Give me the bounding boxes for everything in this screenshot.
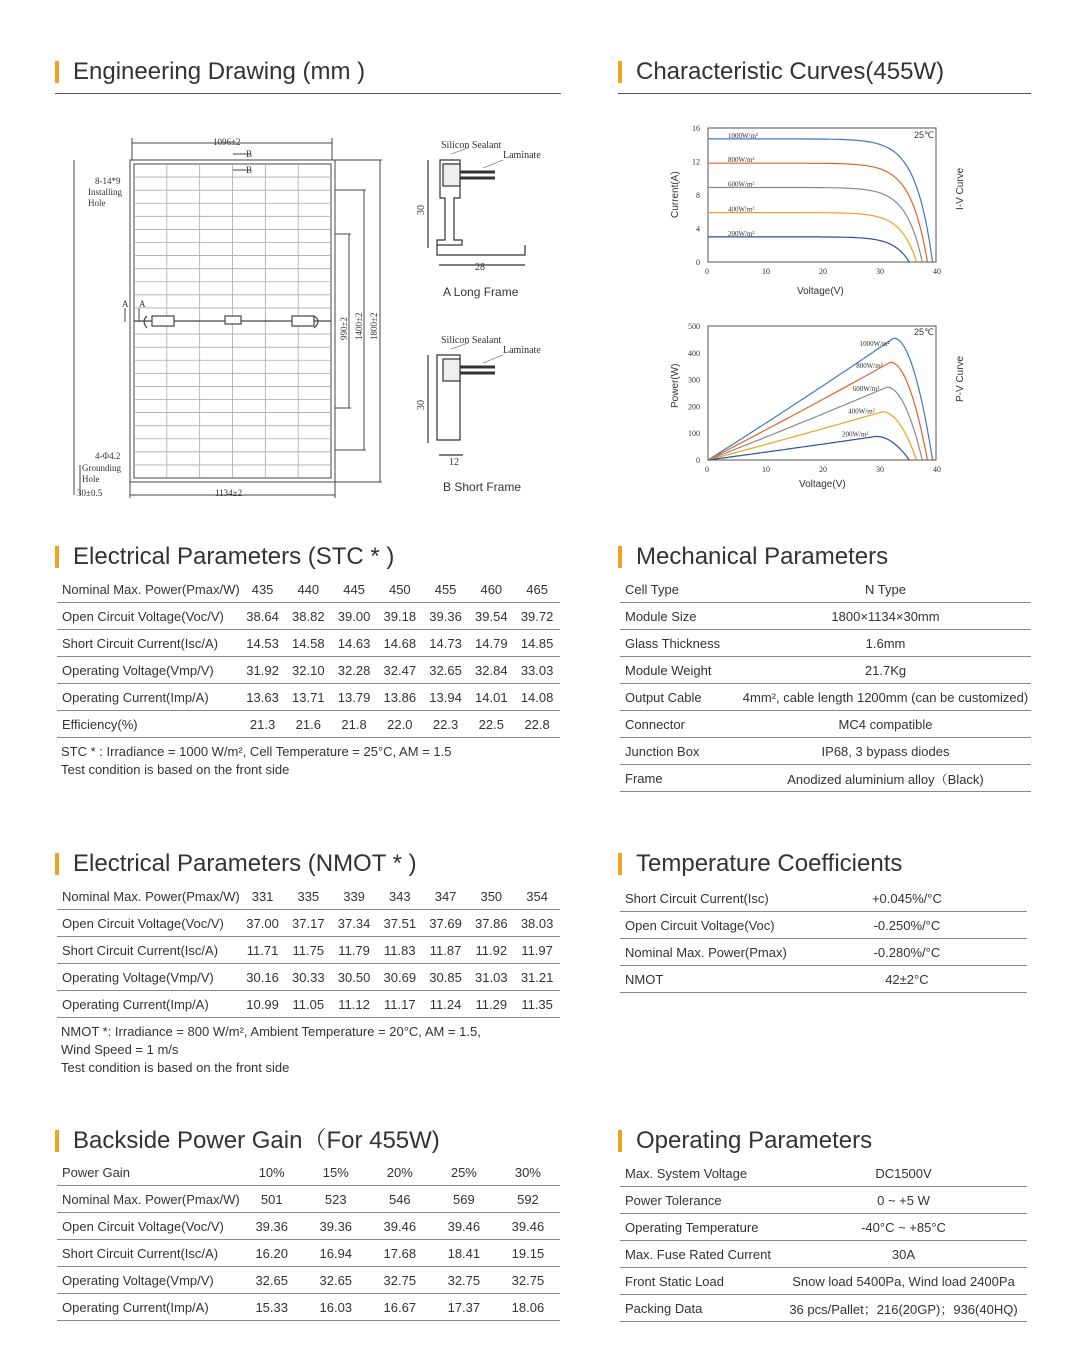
back-cell: 32.65 — [240, 1267, 304, 1294]
back-cell: 15.33 — [240, 1294, 304, 1321]
corner-dim: 30±0.5 — [77, 488, 103, 498]
pv-chart — [660, 316, 980, 506]
pv-y-tick: 300 — [688, 375, 700, 385]
back-cell: 32.75 — [432, 1267, 496, 1294]
oper-row — [620, 1160, 1027, 1187]
stc-note-1: STC * : Irradiance = 1000 W/m², Cell Temperature = 25°C, AM = 1.5 — [61, 744, 452, 759]
temp-row — [620, 939, 1027, 966]
mech-row — [620, 630, 1031, 657]
pv-series-label: 800W/m² — [856, 362, 883, 371]
nmot-table — [57, 883, 560, 1018]
drawing-title: Engineering Drawing (mm ) — [55, 57, 365, 87]
back-row-label: Nominal Max. Power(Pmax/W) — [57, 1186, 240, 1213]
stc-row — [57, 657, 560, 684]
mech-row-label: Glass Thickness — [620, 630, 740, 657]
back-cell: 32.65 — [304, 1267, 368, 1294]
short-frame-caption: B Short Frame — [443, 480, 522, 494]
stc-cell: 13.71 — [285, 684, 331, 711]
stc-cell: 39.54 — [468, 603, 514, 630]
nmot-cell: 11.35 — [514, 991, 560, 1018]
back-cell: 17.37 — [432, 1294, 496, 1321]
temp-cell: +0.045%/°C — [787, 885, 1027, 912]
oper-row — [620, 1214, 1027, 1241]
stc-row — [57, 630, 560, 657]
stc-cell: 22.8 — [514, 711, 560, 738]
oper-row — [620, 1187, 1027, 1214]
mech-row-label: Frame — [620, 765, 740, 792]
curves-title: Characteristic Curves(455W) — [618, 57, 944, 87]
iv-series-label: 200W/m² — [727, 229, 755, 238]
stc-cell: 22.5 — [468, 711, 514, 738]
nmot-cell: 37.00 — [240, 910, 286, 937]
iv-y-tick: 4 — [696, 224, 700, 234]
nmot-note-3: Test condition is based on the front side — [61, 1060, 290, 1075]
back-row — [57, 1186, 560, 1213]
oper-cell: 0 ~ +5 W — [780, 1187, 1027, 1214]
mech-title: Mechanical Parameters — [618, 542, 888, 572]
bottom-dim: 1134±2 — [215, 488, 243, 498]
back-row-label: Operating Current(Imp/A) — [57, 1294, 240, 1321]
nmot-cell: 11.12 — [331, 991, 377, 1018]
short-frame-drawing — [416, 335, 541, 494]
nmot-cell: 11.79 — [331, 937, 377, 964]
nmot-row-label: Short Circuit Current(Isc/A) — [57, 937, 240, 964]
mech-row-label: Output Cable — [620, 684, 740, 711]
stc-cell: 32.47 — [377, 657, 423, 684]
stc-row-label: Operating Voltage(Vmp/V) — [57, 657, 240, 684]
stc-cell: 445 — [331, 576, 377, 603]
back-cell: 39.46 — [496, 1213, 560, 1240]
temp-cell: 42±2°C — [787, 966, 1027, 993]
stc-notes — [61, 743, 451, 779]
temp-row-label: Nominal Max. Power(Pmax) — [620, 939, 787, 966]
iv-frame — [708, 128, 936, 262]
iv-series-label: 800W/m² — [727, 156, 755, 165]
nmot-row-label: Operating Current(Imp/A) — [57, 991, 240, 1018]
mech-cell: 1800×1134×30mm — [740, 603, 1031, 630]
stc-row-label: Efficiency(%) — [57, 711, 240, 738]
nmot-cell: 11.71 — [240, 937, 286, 964]
stc-cell: 21.6 — [285, 711, 331, 738]
back-cell: 32.75 — [496, 1267, 560, 1294]
stc-cell: 38.82 — [285, 603, 331, 630]
oper-cell: 30A — [780, 1241, 1027, 1268]
nmot-title: Electrical Parameters (NMOT * ) — [55, 849, 417, 879]
stc-cell: 22.3 — [423, 711, 469, 738]
back-row — [57, 1159, 560, 1186]
ground-hole-2: Grounding — [82, 463, 121, 473]
nmot-cell: 37.51 — [377, 910, 423, 937]
pv-temp-annotation: 25℃ — [914, 327, 935, 337]
mech-cell: 1.6mm — [740, 630, 1031, 657]
mech-row — [620, 765, 1031, 792]
nmot-cell: 30.85 — [423, 964, 469, 991]
pv-series-label: 400W/m² — [848, 407, 875, 416]
oper-row — [620, 1268, 1027, 1295]
back-row — [57, 1213, 560, 1240]
ground-hole-3: Hole — [82, 474, 100, 484]
height-dim-1800: 1800±2 — [369, 312, 379, 340]
stc-cell: 39.18 — [377, 603, 423, 630]
pv-x-tick: 10 — [762, 465, 770, 474]
stc-cell: 39.72 — [514, 603, 560, 630]
nmot-cell: 11.87 — [423, 937, 469, 964]
iv-x-tick: 0 — [705, 267, 709, 276]
pv-x-tick: 20 — [819, 465, 827, 474]
stc-cell: 39.36 — [423, 603, 469, 630]
nmot-cell: 335 — [285, 883, 331, 910]
back-cell: 32.75 — [368, 1267, 432, 1294]
oper-cell: Snow load 5400Pa, Wind load 2400Pa — [780, 1268, 1027, 1295]
iv-series-label: 1000W/m² — [727, 131, 759, 140]
nmot-cell: 37.86 — [468, 910, 514, 937]
oper-table — [620, 1160, 1027, 1322]
nmot-cell: 354 — [514, 883, 560, 910]
pv-plot-area — [688, 322, 941, 474]
back-cell: 523 — [304, 1186, 368, 1213]
oper-title: Operating Parameters — [618, 1126, 872, 1156]
stc-cell: 14.08 — [514, 684, 560, 711]
mech-cell: MC4 compatible — [740, 711, 1031, 738]
stc-cell: 13.86 — [377, 684, 423, 711]
iv-y-tick: 8 — [696, 191, 700, 200]
temp-row-label: NMOT — [620, 966, 787, 993]
back-cell: 15% — [304, 1159, 368, 1186]
iv-plot-area — [692, 124, 941, 276]
mech-table — [620, 576, 1031, 792]
iv-x-tick: 10 — [762, 267, 770, 276]
stc-row-label: Open Circuit Voltage(Voc/V) — [57, 603, 240, 630]
nmot-cell: 38.03 — [514, 910, 560, 937]
oper-row — [620, 1295, 1027, 1322]
stc-cell: 31.92 — [240, 657, 286, 684]
nmot-cell: 30.16 — [240, 964, 286, 991]
back-cell: 501 — [240, 1186, 304, 1213]
b-label-1: B — [246, 149, 253, 159]
pv-y-tick: 100 — [688, 429, 700, 439]
pv-x-tick: 40 — [933, 465, 941, 474]
back-row — [57, 1294, 560, 1321]
pv-y-tick: 200 — [688, 402, 700, 412]
nmot-cell: 347 — [423, 883, 469, 910]
stc-cell: 14.53 — [240, 630, 286, 657]
stc-cell: 13.63 — [240, 684, 286, 711]
iv-x-tick: 20 — [819, 267, 827, 276]
nmot-notes — [61, 1023, 481, 1077]
a-label-1: A — [122, 299, 129, 309]
short-frame-height: 30 — [416, 400, 427, 410]
stc-cell: 450 — [377, 576, 423, 603]
b-label-2: B — [246, 165, 253, 175]
nmot-cell: 11.75 — [285, 937, 331, 964]
mech-row — [620, 684, 1031, 711]
mech-cell: 4mm², cable length 1200mm (can be customized) — [740, 684, 1031, 711]
stc-cell: 455 — [423, 576, 469, 603]
oper-row — [620, 1241, 1027, 1268]
back-title: Backside Power Gain（For 455W) — [55, 1126, 440, 1156]
iv-xlabel: Voltage(V) — [797, 286, 844, 297]
back-cell: 18.06 — [496, 1294, 560, 1321]
curves-title-rule — [618, 93, 1031, 94]
stc-cell: 465 — [514, 576, 560, 603]
nmot-cell: 11.05 — [285, 991, 331, 1018]
mech-row-label: Connector — [620, 711, 740, 738]
nmot-cell: 31.03 — [468, 964, 514, 991]
back-cell: 17.68 — [368, 1240, 432, 1267]
long-silicon-label: Silicon Sealant — [441, 140, 502, 151]
oper-row-label: Max. Fuse Rated Current — [620, 1241, 780, 1268]
long-frame-drawing — [416, 140, 541, 299]
nmot-cell: 350 — [468, 883, 514, 910]
mech-cell: 21.7Kg — [740, 657, 1031, 684]
iv-title: I-V Curve — [955, 167, 966, 210]
oper-row-label: Packing Data — [620, 1295, 780, 1322]
pv-title: P-V Curve — [955, 355, 966, 402]
nmot-cell: 343 — [377, 883, 423, 910]
nmot-cell: 30.33 — [285, 964, 331, 991]
iv-x-tick: 40 — [933, 267, 941, 276]
stc-row — [57, 684, 560, 711]
pv-series-line — [708, 412, 917, 460]
back-cell: 20% — [368, 1159, 432, 1186]
nmot-cell: 11.17 — [377, 991, 423, 1018]
stc-cell: 32.65 — [423, 657, 469, 684]
stc-cell: 32.28 — [331, 657, 377, 684]
long-frame-caption: A Long Frame — [443, 285, 519, 299]
temp-table — [620, 885, 1027, 993]
oper-row-label: Front Static Load — [620, 1268, 780, 1295]
pv-y-tick: 400 — [688, 348, 700, 358]
mech-row — [620, 576, 1031, 603]
drawing-title-rule — [55, 93, 561, 94]
iv-x-tick: 30 — [876, 267, 884, 276]
pv-series-label: 1000W/m² — [859, 339, 890, 348]
nmot-cell: 30.50 — [331, 964, 377, 991]
stc-cell: 14.79 — [468, 630, 514, 657]
engineering-drawing — [55, 110, 565, 510]
stc-cell: 14.58 — [285, 630, 331, 657]
stc-cell: 21.8 — [331, 711, 377, 738]
iv-series-label: 600W/m² — [727, 180, 755, 189]
temp-cell: -0.250%/°C — [787, 912, 1027, 939]
short-frame-width: 12 — [449, 457, 459, 468]
nmot-cell: 339 — [331, 883, 377, 910]
back-cell: 592 — [496, 1186, 560, 1213]
back-row-label: Power Gain — [57, 1159, 240, 1186]
mech-row — [620, 738, 1031, 765]
nmot-note-1: NMOT *: Irradiance = 800 W/m², Ambient Temperature = 20°C, AM = 1.5, — [61, 1024, 481, 1039]
back-table — [57, 1159, 560, 1321]
back-cell: 16.67 — [368, 1294, 432, 1321]
oper-cell: DC1500V — [780, 1160, 1027, 1187]
nmot-cell: 11.24 — [423, 991, 469, 1018]
stc-cell: 38.64 — [240, 603, 286, 630]
mech-row-label: Module Weight — [620, 657, 740, 684]
mech-row — [620, 657, 1031, 684]
back-cell: 39.36 — [304, 1213, 368, 1240]
temp-row — [620, 885, 1027, 912]
nmot-cell: 10.99 — [240, 991, 286, 1018]
back-row-label: Open Circuit Voltage(Voc/V) — [57, 1213, 240, 1240]
back-cell: 30% — [496, 1159, 560, 1186]
stc-cell: 13.79 — [331, 684, 377, 711]
mech-row-label: Cell Type — [620, 576, 740, 603]
mech-row — [620, 711, 1031, 738]
long-laminate-label: Laminate — [503, 150, 541, 161]
width-dim: 1096±2 — [213, 137, 241, 147]
stc-cell: 14.73 — [423, 630, 469, 657]
height-dim-1400: 1400±2 — [354, 312, 364, 340]
back-cell: 39.46 — [432, 1213, 496, 1240]
nmot-note-2: Wind Speed = 1 m/s — [61, 1042, 179, 1057]
a-label-2: A — [139, 299, 146, 309]
back-cell: 18.41 — [432, 1240, 496, 1267]
install-hole-2: Installing — [88, 187, 122, 197]
pv-y-tick: 500 — [688, 322, 700, 331]
stc-row — [57, 603, 560, 630]
nmot-cell: 37.34 — [331, 910, 377, 937]
nmot-cell: 37.17 — [285, 910, 331, 937]
oper-cell: 36 pcs/Pallet；216(20GP)；936(40HQ) — [780, 1295, 1027, 1322]
back-cell: 10% — [240, 1159, 304, 1186]
stc-cell: 460 — [468, 576, 514, 603]
iv-series-line — [708, 188, 922, 263]
nmot-row — [57, 937, 560, 964]
pv-series-line — [708, 384, 922, 460]
stc-table — [57, 576, 560, 738]
stc-cell: 39.00 — [331, 603, 377, 630]
nmot-row — [57, 883, 560, 910]
stc-row-label: Short Circuit Current(Isc/A) — [57, 630, 240, 657]
iv-series-line — [708, 237, 909, 262]
stc-cell: 13.94 — [423, 684, 469, 711]
stc-cell: 32.84 — [468, 657, 514, 684]
short-laminate-label: Laminate — [503, 345, 541, 356]
nmot-row — [57, 991, 560, 1018]
mech-cell: IP68, 3 bypass diodes — [740, 738, 1031, 765]
iv-ylabel: Current(A) — [670, 171, 681, 218]
nmot-cell: 11.97 — [514, 937, 560, 964]
stc-cell: 21.3 — [240, 711, 286, 738]
long-frame-width: 28 — [475, 262, 485, 273]
stc-cell: 14.63 — [331, 630, 377, 657]
back-cell: 16.03 — [304, 1294, 368, 1321]
long-frame-height: 30 — [416, 205, 427, 215]
nmot-row-label: Operating Voltage(Vmp/V) — [57, 964, 240, 991]
nmot-cell: 11.92 — [468, 937, 514, 964]
pv-x-tick: 30 — [876, 465, 884, 474]
back-cell: 16.20 — [240, 1240, 304, 1267]
back-row-label: Operating Voltage(Vmp/V) — [57, 1267, 240, 1294]
nmot-row-label: Open Circuit Voltage(Voc/V) — [57, 910, 240, 937]
stc-cell: 33.03 — [514, 657, 560, 684]
iv-temp-annotation: 25℃ — [914, 130, 935, 140]
back-row — [57, 1240, 560, 1267]
install-hole-3: Hole — [88, 198, 106, 208]
stc-cell: 14.68 — [377, 630, 423, 657]
stc-cell: 435 — [240, 576, 286, 603]
nmot-cell: 30.69 — [377, 964, 423, 991]
stc-cell: 32.10 — [285, 657, 331, 684]
stc-row-label: Nominal Max. Power(Pmax/W) — [57, 576, 240, 603]
back-row — [57, 1267, 560, 1294]
nmot-cell: 31.21 — [514, 964, 560, 991]
back-cell: 39.36 — [240, 1213, 304, 1240]
temp-row-label: Short Circuit Current(Isc) — [620, 885, 787, 912]
pv-y-tick: 0 — [696, 456, 700, 465]
back-cell: 569 — [432, 1186, 496, 1213]
stc-cell: 14.85 — [514, 630, 560, 657]
stc-row-label: Operating Current(Imp/A) — [57, 684, 240, 711]
mech-row-label: Junction Box — [620, 738, 740, 765]
nmot-row-label: Nominal Max. Power(Pmax/W) — [57, 883, 240, 910]
install-hole-1: 8-14*9 — [95, 176, 121, 186]
iv-y-tick: 0 — [696, 258, 700, 267]
ground-hole-1: 4-Φ4.2 — [95, 451, 121, 461]
nmot-cell: 331 — [240, 883, 286, 910]
back-cell: 39.46 — [368, 1213, 432, 1240]
short-silicon-label: Silicon Sealant — [441, 335, 502, 346]
nmot-cell: 11.83 — [377, 937, 423, 964]
temp-row-label: Open Circuit Voltage(Voc) — [620, 912, 787, 939]
pv-series-line — [708, 338, 933, 460]
temp-row — [620, 912, 1027, 939]
oper-cell: -40°C ~ +85°C — [780, 1214, 1027, 1241]
iv-chart — [660, 118, 980, 308]
mech-row — [620, 603, 1031, 630]
stc-row — [57, 576, 560, 603]
back-row-label: Short Circuit Current(Isc/A) — [57, 1240, 240, 1267]
temp-title: Temperature Coefficients — [618, 849, 902, 879]
oper-row-label: Max. System Voltage — [620, 1160, 780, 1187]
pv-ylabel: Power(W) — [670, 363, 681, 408]
back-cell: 19.15 — [496, 1240, 560, 1267]
back-cell: 546 — [368, 1186, 432, 1213]
iv-series-label: 400W/m² — [727, 205, 755, 214]
iv-y-tick: 16 — [692, 124, 700, 133]
pv-xlabel: Voltage(V) — [799, 479, 846, 490]
iv-y-tick: 12 — [692, 157, 700, 167]
stc-row — [57, 711, 560, 738]
nmot-row — [57, 910, 560, 937]
mech-cell: N Type — [740, 576, 1031, 603]
nmot-cell: 37.69 — [423, 910, 469, 937]
back-cell: 16.94 — [304, 1240, 368, 1267]
stc-cell: 440 — [285, 576, 331, 603]
temp-row — [620, 966, 1027, 993]
stc-cell: 14.01 — [468, 684, 514, 711]
mech-row-label: Module Size — [620, 603, 740, 630]
oper-row-label: Operating Temperature — [620, 1214, 780, 1241]
nmot-cell: 11.29 — [468, 991, 514, 1018]
stc-title: Electrical Parameters (STC * ) — [55, 542, 394, 572]
pv-series-label: 600W/m² — [852, 384, 880, 393]
pv-x-tick: 0 — [705, 465, 709, 474]
stc-note-2: Test condition is based on the front side — [61, 762, 290, 777]
pv-frame — [708, 326, 936, 460]
back-cell: 25% — [432, 1159, 496, 1186]
mech-cell: Anodized aluminium alloy（Black) — [740, 765, 1031, 792]
nmot-row — [57, 964, 560, 991]
height-dim-990: 990±2 — [339, 317, 349, 340]
pv-series-label: 200W/m² — [841, 430, 869, 439]
stc-cell: 22.0 — [377, 711, 423, 738]
oper-row-label: Power Tolerance — [620, 1187, 780, 1214]
temp-cell: -0.280%/°C — [787, 939, 1027, 966]
